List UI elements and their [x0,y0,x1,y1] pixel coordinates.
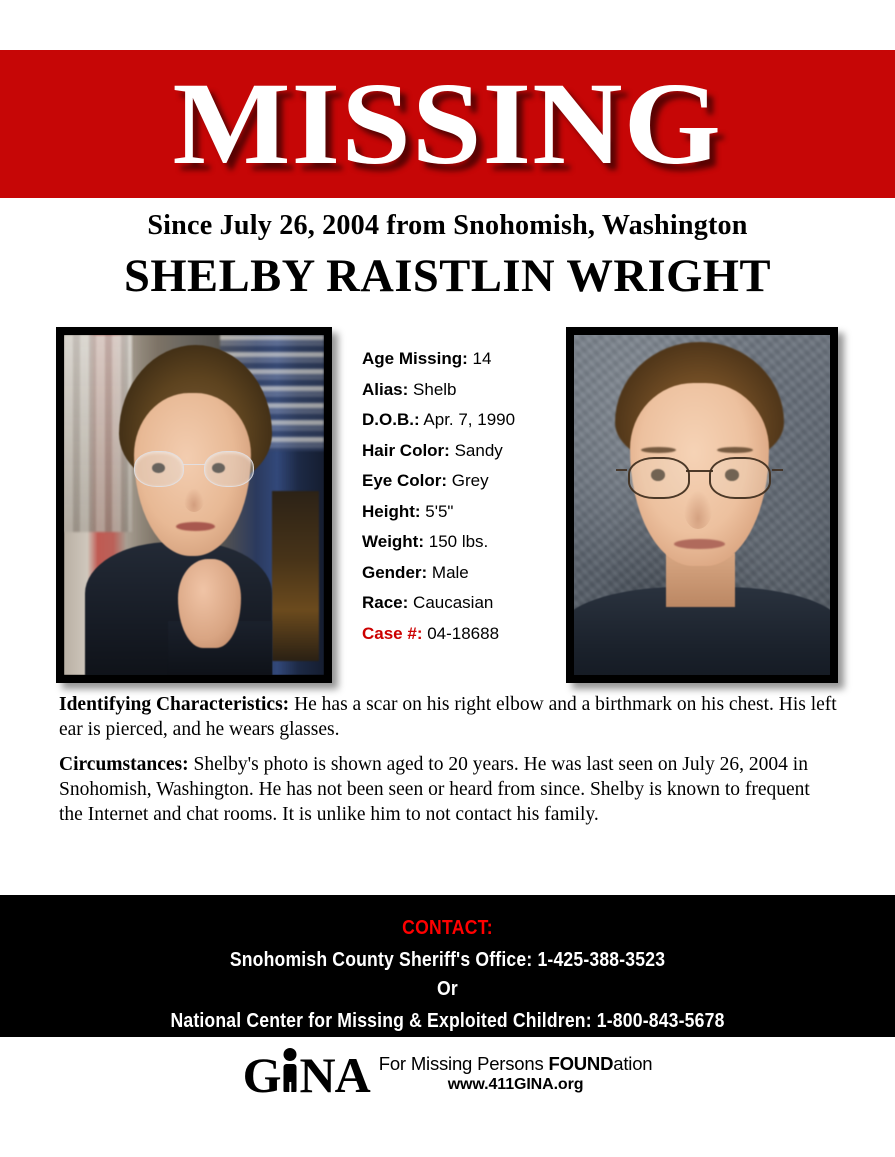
detail-list [362,344,562,649]
tagline-prefix: For Missing Persons [378,1052,549,1074]
tagline-found: FOUND [548,1052,614,1074]
photo-childhood-image [64,335,324,675]
subject-hand [178,559,240,647]
person-figure-icon [282,1048,299,1092]
detail-value: Caucasian [408,593,494,612]
detail-label: Height: [362,501,421,521]
missing-banner [0,50,895,198]
detail-value: 14 [467,349,492,368]
subject-mouth [176,522,215,531]
detail-row [362,344,562,375]
detail-value: Male [427,562,469,582]
glasses-lens-right [204,451,254,487]
detail-value: Shelb [408,379,457,399]
paragraph-label: Identifying Characteristics: [59,694,290,715]
figure-leg-gap [289,1082,291,1092]
photo-age-progressed-image [574,335,830,675]
detail-row [362,375,562,406]
subject-nose [184,488,205,512]
detail-label: D.O.B.: [362,410,420,429]
detail-row [362,466,562,497]
detail-row [362,405,562,436]
detail-label: Age Missing: [362,349,468,368]
subject-glasses [625,457,773,494]
photo-childhood [56,327,332,683]
glasses-lens-left [134,451,184,487]
logo-letter-g: G [242,1047,281,1103]
contact-section [0,895,895,1037]
detail-label: Case #: [362,623,423,643]
detail-label: Hair Color: [362,440,450,460]
detail-row [362,558,562,589]
figure-head [284,1048,297,1061]
since-line: Since July 26, 2004 from Snohomish, Washington [147,209,748,241]
contact-sheriff-line[interactable]: Snohomish County Sheriff's Office: 1-425-388-3523 [229,949,666,971]
paragraph-text: He has a scar on his right elbow and a birthmark on his chest. His left ear is pierced, and he wears glasses. [59,694,837,740]
subject-nose [684,491,712,528]
logo-letters-na: NA [299,1047,370,1103]
page-title: SHELBY RAISTLIN WRIGHT [123,250,771,302]
subject-glasses [134,451,254,485]
detail-value: Apr. 7, 1990 [419,410,516,429]
detail-value: 150 lbs. [424,532,489,551]
description-section [59,692,837,837]
detail-label: Eye Color: [362,471,448,490]
gina-logo[interactable] [0,1047,895,1103]
photo-age-progressed [566,327,838,683]
detail-label: Weight: [362,532,425,551]
detail-label: Gender: [362,562,428,582]
description-paragraph [59,692,837,742]
detail-row [362,588,562,619]
contact-title: CONTACT: [402,917,493,939]
logo-url[interactable]: www.411GINA.org [447,1076,584,1094]
logo-tagline [379,1054,653,1075]
missing-headline: MISSING [172,58,723,189]
glasses-lens-left [628,457,690,498]
gina-wordmark [242,1047,370,1103]
paragraph-label: Circumstances: [59,754,189,775]
detail-value: 04-18688 [422,623,500,643]
detail-row [362,436,562,467]
paragraph-text: Shelby's photo is shown aged to 20 years. He was last seen on July 26, 2004 in Snohomish, Washington. He has not been seen or heard from since. Shelby is known to frequent the Internet and chat rooms. It is unlike him to not contact his family. [59,754,810,825]
detail-row [362,497,562,528]
glasses-temple-left [616,469,626,471]
detail-label: Race: [362,593,409,612]
glasses-bridge [686,470,713,472]
detail-row [362,527,562,558]
contact-separator: Or [437,978,458,1000]
photo-book-detail [272,491,319,661]
glasses-bridge [183,464,205,466]
glasses-lens-right [709,457,771,498]
detail-value: 5'5" [420,501,454,521]
logo-text-block [379,1054,653,1095]
figure-body [284,1064,297,1092]
description-paragraph [59,752,837,827]
detail-value: Grey [447,471,489,490]
detail-value: Sandy [449,440,503,460]
detail-label: Alias: [362,379,409,399]
tagline-suffix: ation [613,1052,653,1074]
glasses-temple-right [772,469,782,471]
contact-ncmec-line[interactable]: National Center for Missing & Exploited Children: 1-800-843-5678 [170,1010,725,1032]
detail-row [362,619,562,650]
